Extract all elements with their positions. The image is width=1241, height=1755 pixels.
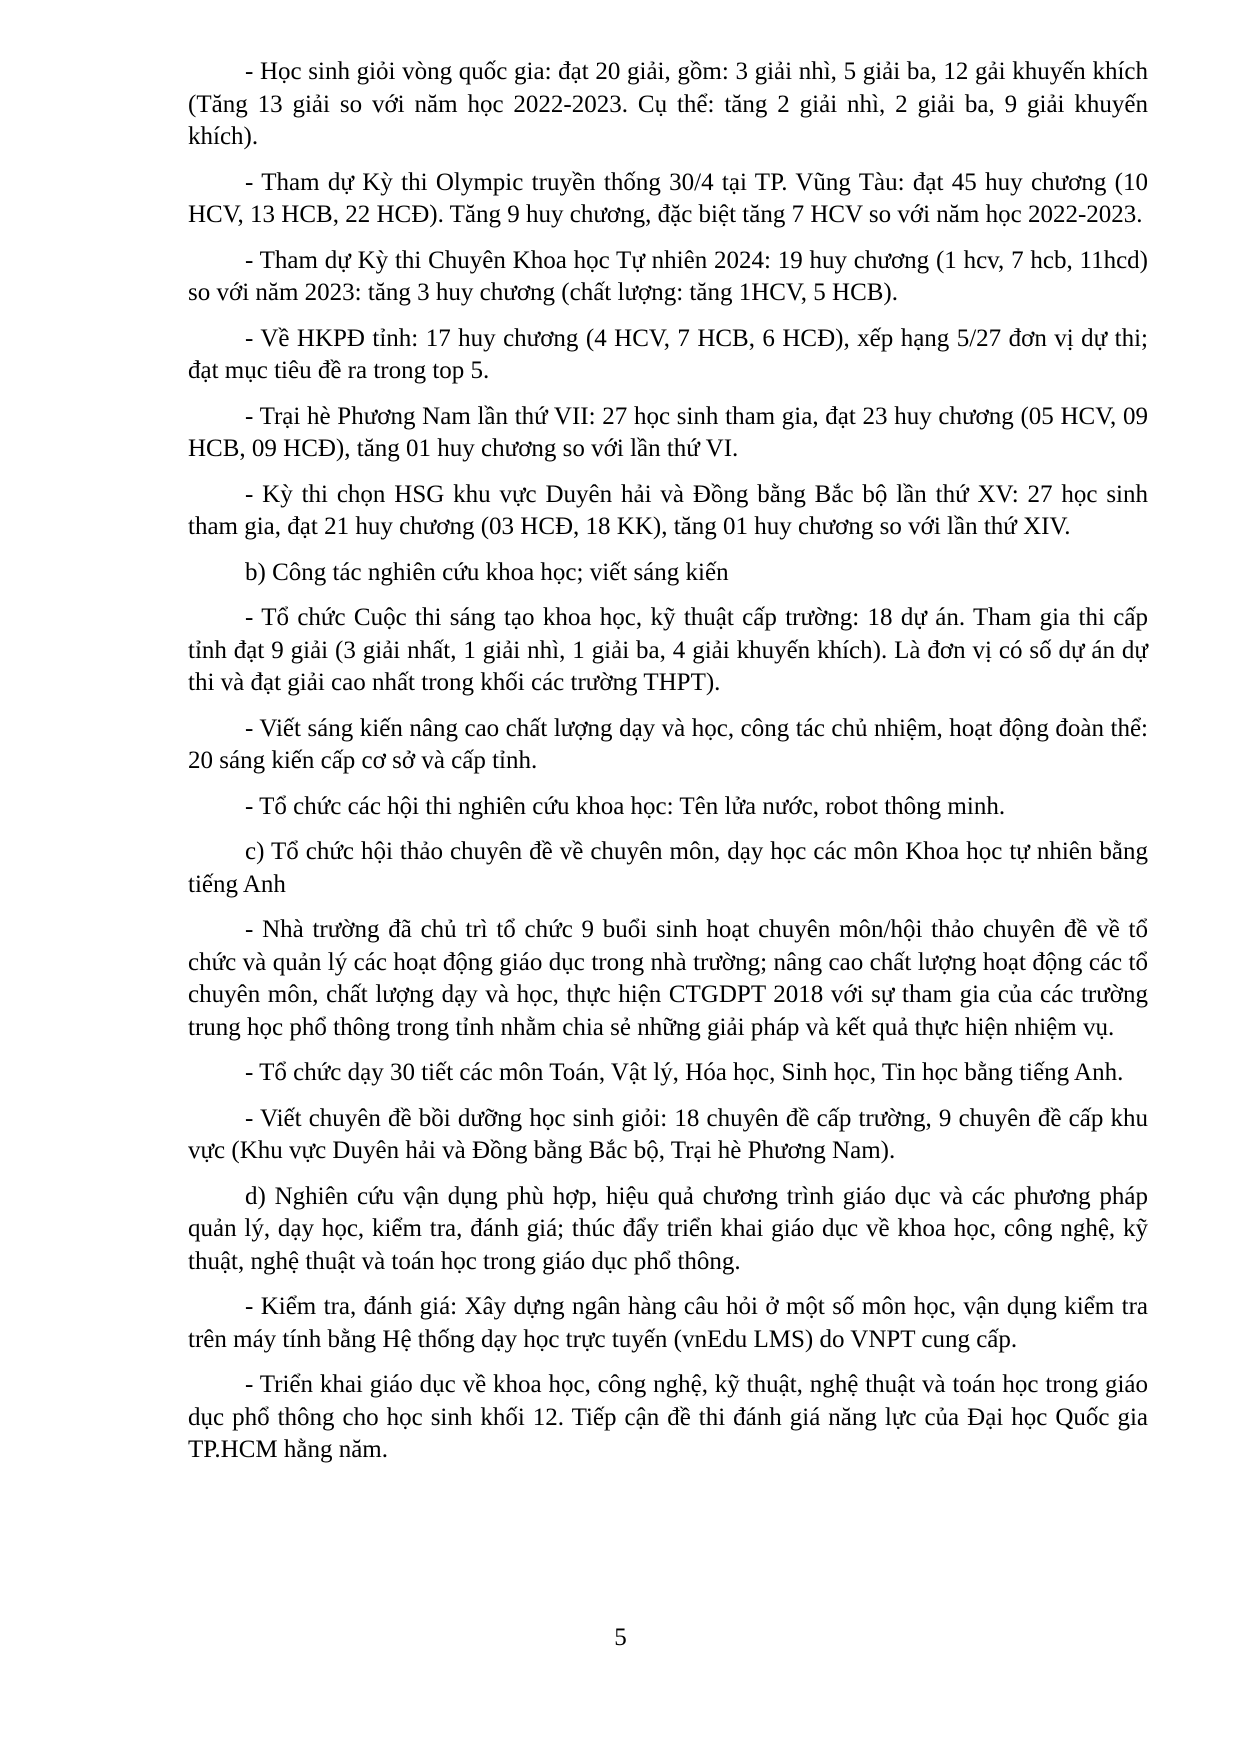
- paragraph-phuong-nam-camp: - Trại hè Phương Nam lần thứ VII: 27 học sinh tham gia, đạt 23 huy chương (05 HCV, 09 HCB, 09 HCĐ), tăng 01 huy chương so với lần thứ VI.: [188, 402, 1148, 462]
- paragraph-workshops: - Nhà trường đã chủ trì tổ chức 9 buổi sinh hoạt chuyên môn/hội thảo chuyên đề về tổ chức và quản lý các hoạt động giáo dục trong nhà trường; nâng cao chất lượng hoạt động các tổ chuyên môn, chất lượng dạy và học, thực hiện CTGDPT 2018 với sự tham gia của các trường trung học phổ thông trong tỉnh nhằm chia sẻ những giải pháp và kết quả thực hiện nhiệm vụ.: [188, 916, 1148, 1041]
- paragraph-assessment: - Kiểm tra, đánh giá: Xây dựng ngân hàng câu hỏi ở một số môn học, vận dụng kiểm tra trên máy tính bằng Hệ thống dạy học trực tuyến (vnEdu LMS) do VNPT cung cấp.: [188, 1293, 1148, 1353]
- paragraph-initiatives: - Viết sáng kiến nâng cao chất lượng dạy và học, công tác chủ nhiệm, hoạt động đoàn thể: 20 sáng kiến cấp cơ sở và cấp tỉnh.: [188, 714, 1148, 774]
- paragraph-coastal-region-contest: - Kỳ thi chọn HSG khu vực Duyên hải và Đồng bằng Bắc bộ lần thứ XV: 27 học sinh tham gia, đạt 21 huy chương (03 HCĐ, 18 KK), tăng 01 huy chương so với lần thứ XIV.: [188, 480, 1148, 540]
- paragraph-provincial-sports: - Về HKPĐ tỉnh: 17 huy chương (4 HCV, 7 HCB, 6 HCĐ), xếp hạng 5/27 đơn vị dự thi; đạt mục tiêu đề ra trong top 5.: [188, 324, 1148, 384]
- section-heading-b: b) Công tác nghiên cứu khoa học; viết sáng kiến: [245, 558, 729, 586]
- paragraph-science-contest: - Tổ chức Cuộc thi sáng tạo khoa học, kỹ thuật cấp trường: 18 dự án. Tham gia thi cấp tỉnh đạt 9 giải (3 giải nhất, 1 giải nhì, 1 giải ba, 4 giải khuyến khích). Là đơn vị có số dự án dự thi và đạt giải cao nhất trong khối các trường THPT).: [188, 604, 1148, 696]
- section-heading-d: d) Nghiên cứu vận dụng phù hợp, hiệu quả chương trình giáo dục và các phương pháp quản lý, dạy học, kiểm tra, đánh giá; thúc đẩy triển khai giáo dục về khoa học, công nghệ, kỹ thuật, nghệ thuật và toán học trong giáo dục phổ thông.: [188, 1182, 1148, 1275]
- paragraph-national-excellent-students: - Học sinh giỏi vòng quốc gia: đạt 20 giải, gồm: 3 giải nhì, 5 giải ba, 12 gải khuyến khích (Tăng 13 giải so với năm học 2022-2023. Cụ thể: tăng 2 giải nhì, 2 giải ba, 9 giải khuyến khích).: [188, 58, 1148, 150]
- paragraph-training-topics: - Viết chuyên đề bồi dưỡng học sinh giỏi: 18 chuyên đề cấp trường, 9 chuyên đề cấp khu vực (Khu vực Duyên hải và Đồng bằng Bắc bộ, Trại hè Phương Nam).: [188, 1104, 1148, 1164]
- paragraph-english-teaching: - Tổ chức dạy 30 tiết các môn Toán, Vật lý, Hóa học, Sinh học, Tin học bằng tiếng Anh.: [245, 1059, 1124, 1086]
- paragraph-olympic-30-4: - Tham dự Kỳ thi Olympic truyền thống 30/4 tại TP. Vũng Tàu: đạt 45 huy chương (10 HCV, 13 HCB, 22 HCĐ). Tăng 9 huy chương, đặc biệt tăng 7 HCV so với năm học 2022-2023.: [188, 168, 1148, 228]
- paragraph-steam-education: - Triển khai giáo dục về khoa học, công nghệ, kỹ thuật, nghệ thuật và toán học trong giáo dục phổ thông cho học sinh khối 12. Tiếp cận đề thi đánh giá năng lực của Đại học Quốc gia TP.HCM hằng năm.: [188, 1371, 1148, 1463]
- paragraph-natural-science-contest: - Tham dự Kỳ thi Chuyên Khoa học Tự nhiên 2024: 19 huy chương (1 hcv, 7 hcb, 11hcd) so với năm 2023: tăng 3 huy chương (chất lượng: tăng 1HCV, 5 HCB).: [188, 246, 1148, 306]
- paragraph-research-contests: - Tổ chức các hội thi nghiên cứu khoa học: Tên lửa nước, robot thông minh.: [245, 792, 1006, 820]
- document-body: [188, 56, 1148, 1480]
- page-number: 5: [614, 1624, 627, 1651]
- section-heading-c: c) Tổ chức hội thảo chuyên đề về chuyên môn, dạy học các môn Khoa học tự nhiên bằng tiếng Anh: [188, 838, 1148, 898]
